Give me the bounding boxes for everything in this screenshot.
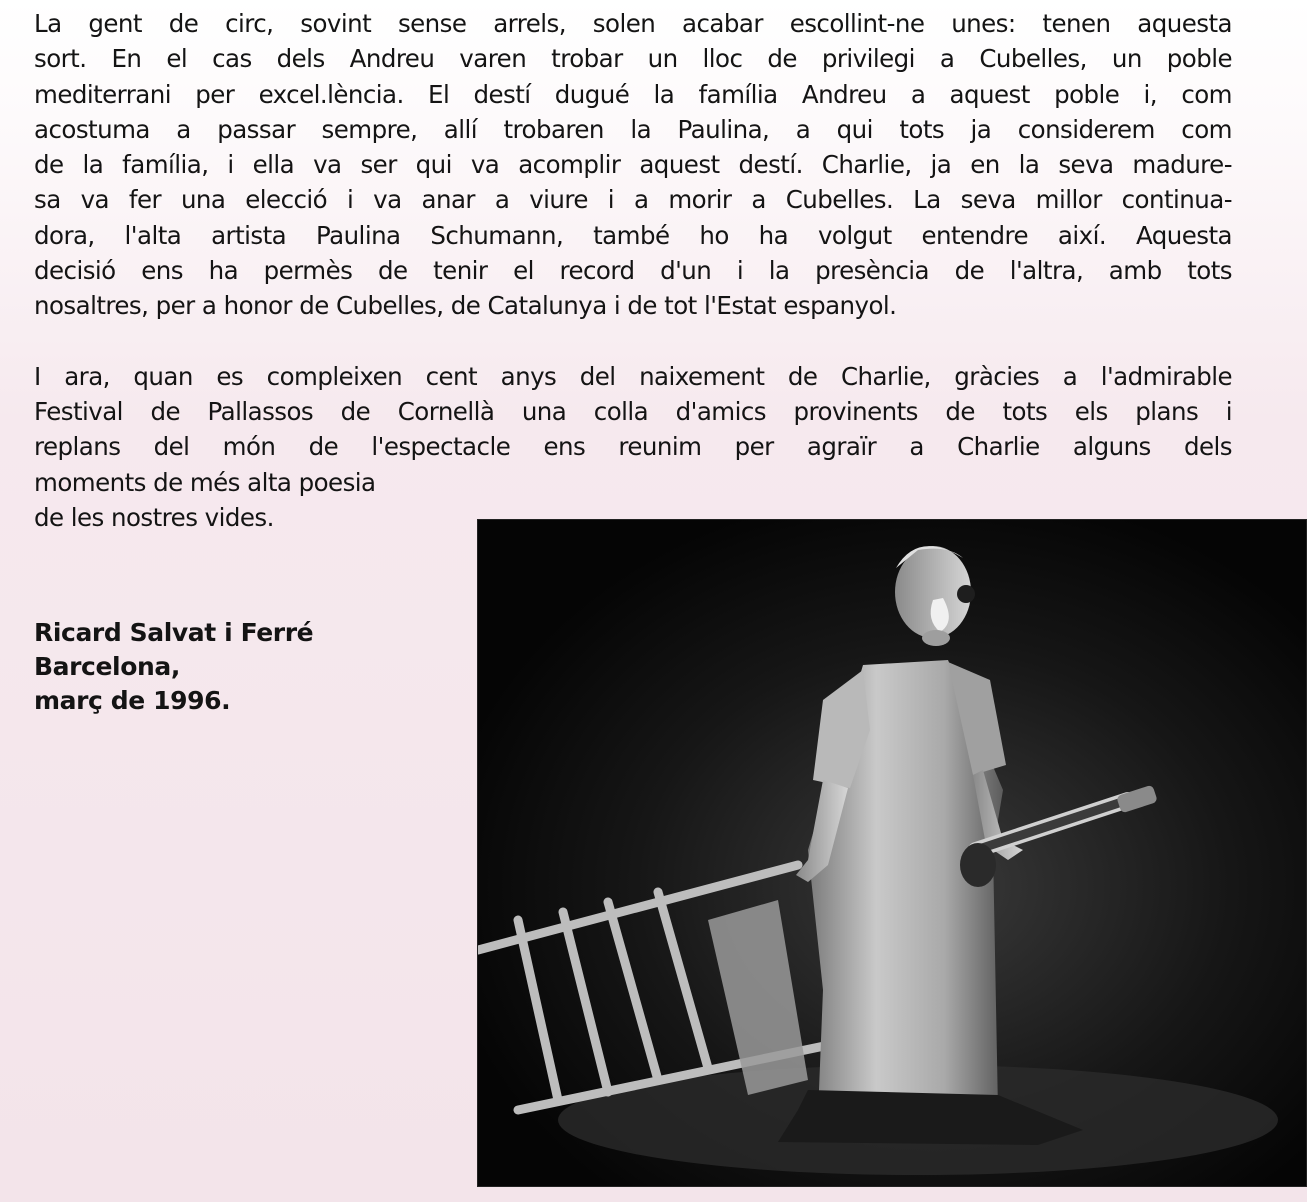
date: març de 1996. xyxy=(34,686,231,715)
text-line: mediterrani per excel.lència. El destí dugué la família Andreu a aquest poble i, com xyxy=(34,79,1232,109)
text-line: La gent de circ, sovint sense arrels, solen acabar escollint-ne unes: tenen aquesta xyxy=(34,9,1232,38)
text-line: de les nostres vides. xyxy=(34,502,274,532)
photo-illustration xyxy=(478,520,1306,1186)
text-line: moments de més alta poesia xyxy=(34,467,376,497)
text-line: I ara, quan es compleixen cent anys del naixement de Charlie, gràcies a l'admirable xyxy=(34,361,1232,391)
text-line: sort. En el cas dels Andreu varen trobar un lloc de privilegi a Cubelles, un poble xyxy=(34,44,1232,74)
text-line: nosaltres, per a honor de Cubelles, de Catalunya i de tot l'Estat espanyol. xyxy=(34,291,897,321)
signature-block xyxy=(34,616,313,718)
clown-photo xyxy=(477,519,1307,1187)
author-name: Ricard Salvat i Ferré xyxy=(34,618,314,647)
body-text xyxy=(34,6,1232,535)
place: Barcelona, xyxy=(34,652,180,681)
paragraph-1 xyxy=(34,6,1232,324)
text-line: replans del món de l'espectacle ens reunim per agraïr a Charlie alguns dels xyxy=(34,432,1232,462)
text-line: sa va fer una elecció i va anar a viure i a morir a Cubelles. La seva millor continua- xyxy=(34,185,1232,215)
text-line: de la família, i ella va ser qui va acomplir aquest destí. Charlie, ja en la seva madure- xyxy=(34,150,1232,180)
text-line: dora, l'alta artista Paulina Schumann, també ho ha volgut entendre així. Aquesta xyxy=(34,220,1232,250)
paragraph-2 xyxy=(34,359,1232,535)
text-line: acostuma a passar sempre, allí trobaren la Paulina, a qui tots ja considerem com xyxy=(34,114,1232,144)
text-line: Festival de Pallassos de Cornellà una colla d'amics provinents de tots els plans i xyxy=(34,396,1232,426)
text-line: decisió ens ha permès de tenir el record d'un i la presència de l'altra, amb tots xyxy=(34,256,1232,286)
